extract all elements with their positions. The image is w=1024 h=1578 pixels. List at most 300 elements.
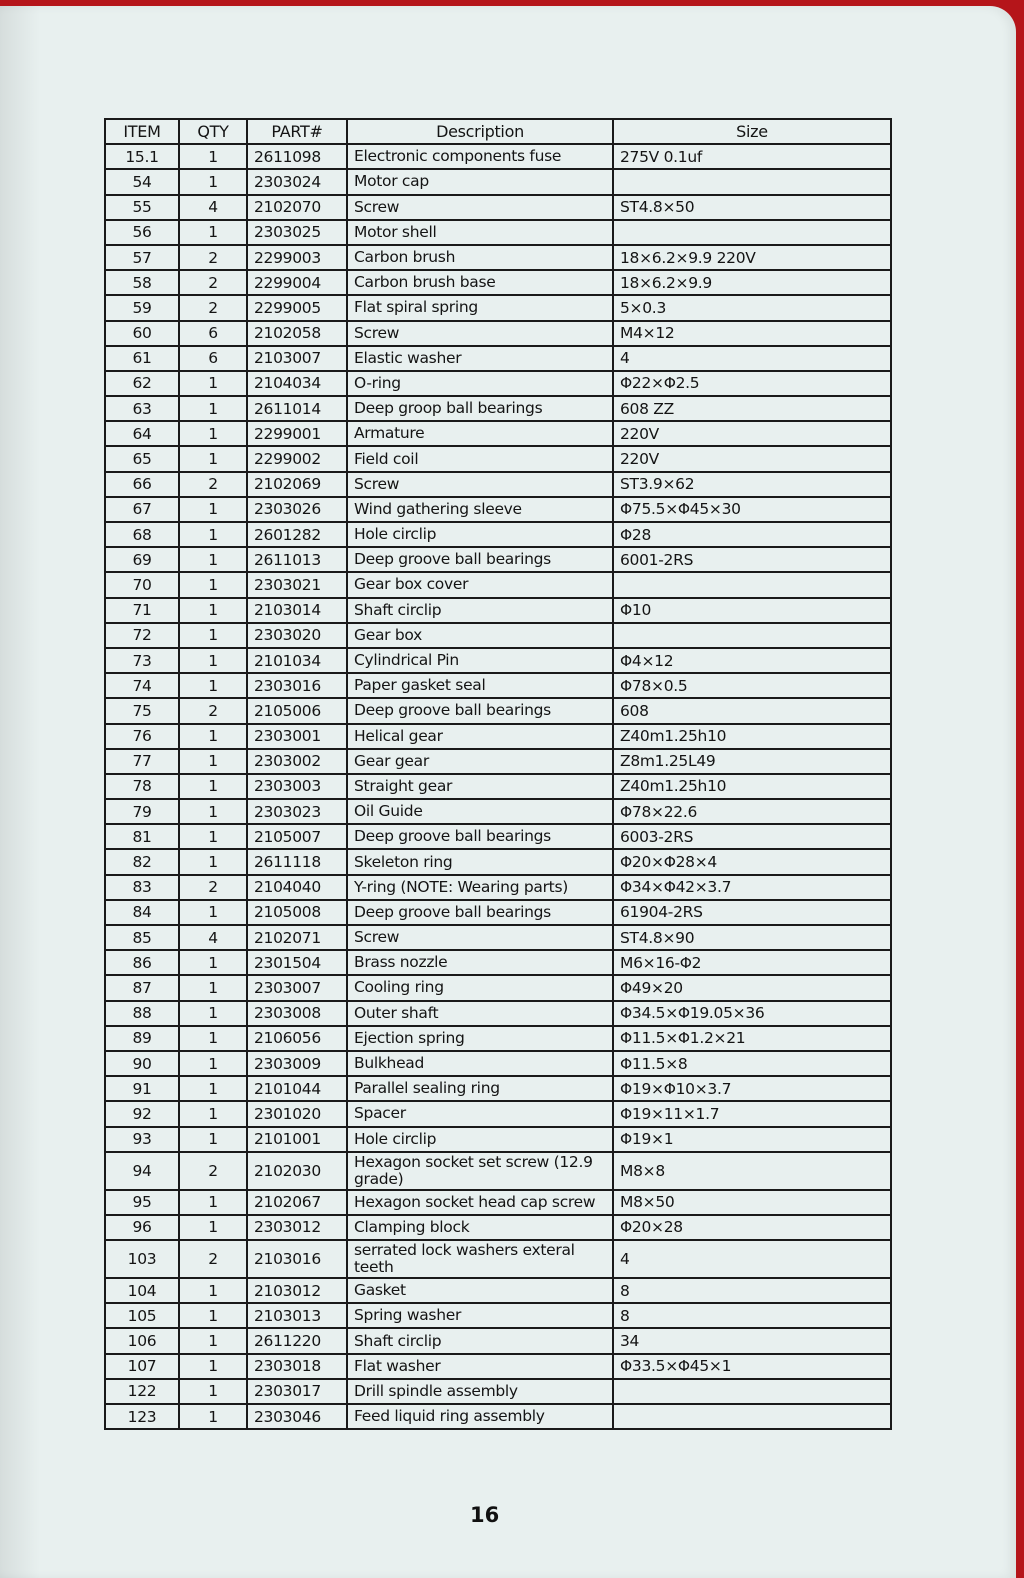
- table-row: [105, 195, 891, 220]
- item-cell: 59: [105, 295, 179, 320]
- description-cell: Screw: [347, 195, 613, 220]
- part-number-cell: 2299002: [247, 446, 347, 471]
- description-cell: Wind gathering sleeve: [347, 497, 613, 522]
- table-row: [105, 975, 891, 1000]
- part-number-cell: 2611098: [247, 144, 347, 169]
- description-cell: Spring washer: [347, 1303, 613, 1328]
- header-item: ITEM: [105, 119, 179, 144]
- qty-cell: 1: [179, 824, 247, 849]
- size-cell: Φ78×0.5: [613, 673, 891, 698]
- description-cell: Hexagon socket set screw (12.9 grade): [347, 1152, 613, 1190]
- qty-cell: 1: [179, 371, 247, 396]
- table-row: [105, 724, 891, 749]
- table-row: [105, 950, 891, 975]
- description-cell: Screw: [347, 472, 613, 497]
- description-cell: Motor cap: [347, 169, 613, 194]
- item-cell: 75: [105, 698, 179, 723]
- part-number-cell: 2611014: [247, 396, 347, 421]
- table-row: [105, 1152, 891, 1190]
- item-cell: 65: [105, 446, 179, 471]
- table-row: [105, 875, 891, 900]
- size-cell: Φ34.5×Φ19.05×36: [613, 1001, 891, 1026]
- description-cell: Deep groove ball bearings: [347, 547, 613, 572]
- part-number-cell: 2611118: [247, 849, 347, 874]
- description-cell: Deep groove ball bearings: [347, 900, 613, 925]
- size-cell: 220V: [613, 421, 891, 446]
- item-cell: 63: [105, 396, 179, 421]
- size-cell: Φ19×1: [613, 1127, 891, 1152]
- part-number-cell: 2103012: [247, 1278, 347, 1303]
- description-cell: Screw: [347, 925, 613, 950]
- size-cell: Φ11.5×8: [613, 1051, 891, 1076]
- item-cell: 95: [105, 1190, 179, 1215]
- description-cell: Skeleton ring: [347, 849, 613, 874]
- part-number-cell: 2102067: [247, 1190, 347, 1215]
- description-cell: Parallel sealing ring: [347, 1076, 613, 1101]
- size-cell: [613, 169, 891, 194]
- part-number-cell: 2611013: [247, 547, 347, 572]
- part-number-cell: 2303021: [247, 572, 347, 597]
- table-row: [105, 623, 891, 648]
- item-cell: 74: [105, 673, 179, 698]
- item-cell: 96: [105, 1215, 179, 1240]
- part-number-cell: 2104040: [247, 875, 347, 900]
- qty-cell: 1: [179, 950, 247, 975]
- part-number-cell: 2299001: [247, 421, 347, 446]
- description-cell: Flat spiral spring: [347, 295, 613, 320]
- table-row: [105, 245, 891, 270]
- qty-cell: 1: [179, 1379, 247, 1404]
- qty-cell: 1: [179, 1354, 247, 1379]
- part-number-cell: 2102070: [247, 195, 347, 220]
- part-number-cell: 2301020: [247, 1101, 347, 1126]
- description-cell: Brass nozzle: [347, 950, 613, 975]
- part-number-cell: 2601282: [247, 522, 347, 547]
- part-number-cell: 2303009: [247, 1051, 347, 1076]
- item-cell: 55: [105, 195, 179, 220]
- table-row: [105, 698, 891, 723]
- qty-cell: 1: [179, 1278, 247, 1303]
- size-cell: Φ28: [613, 522, 891, 547]
- part-number-cell: 2303025: [247, 220, 347, 245]
- item-cell: 87: [105, 975, 179, 1000]
- part-number-cell: 2303008: [247, 1001, 347, 1026]
- size-cell: M8×50: [613, 1190, 891, 1215]
- manual-page: [0, 6, 1016, 1578]
- description-cell: Flat washer: [347, 1354, 613, 1379]
- size-cell: 34: [613, 1328, 891, 1353]
- table-row: [105, 547, 891, 572]
- description-cell: O-ring: [347, 371, 613, 396]
- qty-cell: 1: [179, 1076, 247, 1101]
- size-cell: Φ20×Φ28×4: [613, 849, 891, 874]
- item-cell: 90: [105, 1051, 179, 1076]
- table-row: [105, 673, 891, 698]
- part-number-cell: 2101044: [247, 1076, 347, 1101]
- size-cell: [613, 220, 891, 245]
- part-number-cell: 2303007: [247, 975, 347, 1000]
- item-cell: 70: [105, 572, 179, 597]
- description-cell: Gear box: [347, 623, 613, 648]
- size-cell: Φ19×Φ10×3.7: [613, 1076, 891, 1101]
- part-number-cell: 2303002: [247, 749, 347, 774]
- table-row: [105, 849, 891, 874]
- table-row: [105, 1278, 891, 1303]
- part-number-cell: 2106056: [247, 1026, 347, 1051]
- size-cell: 6003-2RS: [613, 824, 891, 849]
- item-cell: 84: [105, 900, 179, 925]
- item-cell: 60: [105, 321, 179, 346]
- table-row: [105, 169, 891, 194]
- table-row: [105, 472, 891, 497]
- table-row: [105, 1404, 891, 1429]
- description-cell: Deep groove ball bearings: [347, 698, 613, 723]
- table-row: [105, 522, 891, 547]
- size-cell: 275V 0.1uf: [613, 144, 891, 169]
- qty-cell: 1: [179, 446, 247, 471]
- part-number-cell: 2301504: [247, 950, 347, 975]
- size-cell: 18×6.2×9.9 220V: [613, 245, 891, 270]
- description-cell: Hexagon socket head cap screw: [347, 1190, 613, 1215]
- qty-cell: 1: [179, 1001, 247, 1026]
- part-number-cell: 2303020: [247, 623, 347, 648]
- qty-cell: 1: [179, 220, 247, 245]
- qty-cell: 1: [179, 975, 247, 1000]
- size-cell: 220V: [613, 446, 891, 471]
- description-cell: Clamping block: [347, 1215, 613, 1240]
- part-number-cell: 2102071: [247, 925, 347, 950]
- table-row: [105, 900, 891, 925]
- description-cell: Outer shaft: [347, 1001, 613, 1026]
- size-cell: M6×16-Φ2: [613, 950, 891, 975]
- part-number-cell: 2303012: [247, 1215, 347, 1240]
- qty-cell: 1: [179, 169, 247, 194]
- item-cell: 79: [105, 799, 179, 824]
- size-cell: 608 ZZ: [613, 396, 891, 421]
- description-cell: Cylindrical Pin: [347, 648, 613, 673]
- part-number-cell: 2103013: [247, 1303, 347, 1328]
- description-cell: Y-ring (NOTE: Wearing parts): [347, 875, 613, 900]
- table-row: [105, 421, 891, 446]
- part-number-cell: 2105007: [247, 824, 347, 849]
- item-cell: 105: [105, 1303, 179, 1328]
- table-row: [105, 648, 891, 673]
- qty-cell: 1: [179, 572, 247, 597]
- size-cell: 61904-2RS: [613, 900, 891, 925]
- part-number-cell: 2103014: [247, 598, 347, 623]
- qty-cell: 1: [179, 396, 247, 421]
- header-qty: QTY: [179, 119, 247, 144]
- part-number-cell: 2303023: [247, 799, 347, 824]
- size-cell: 8: [613, 1278, 891, 1303]
- table-row: [105, 1001, 891, 1026]
- qty-cell: 1: [179, 547, 247, 572]
- qty-cell: 6: [179, 346, 247, 371]
- table-row: [105, 749, 891, 774]
- description-cell: Drill spindle assembly: [347, 1379, 613, 1404]
- qty-cell: 1: [179, 144, 247, 169]
- description-cell: Gear box cover: [347, 572, 613, 597]
- description-cell: Gasket: [347, 1278, 613, 1303]
- size-cell: 4: [613, 1240, 891, 1278]
- qty-cell: 1: [179, 1051, 247, 1076]
- part-number-cell: 2303046: [247, 1404, 347, 1429]
- table-row: [105, 220, 891, 245]
- size-cell: [613, 1404, 891, 1429]
- qty-cell: 2: [179, 875, 247, 900]
- qty-cell: 1: [179, 1215, 247, 1240]
- item-cell: 81: [105, 824, 179, 849]
- qty-cell: 1: [179, 648, 247, 673]
- description-cell: Hole circlip: [347, 522, 613, 547]
- table-row: [105, 497, 891, 522]
- part-number-cell: 2104034: [247, 371, 347, 396]
- qty-cell: 1: [179, 522, 247, 547]
- table-row: [105, 1190, 891, 1215]
- description-cell: Gear gear: [347, 749, 613, 774]
- qty-cell: 1: [179, 623, 247, 648]
- table-row: [105, 1076, 891, 1101]
- part-number-cell: 2102058: [247, 321, 347, 346]
- item-cell: 86: [105, 950, 179, 975]
- size-cell: 18×6.2×9.9: [613, 270, 891, 295]
- item-cell: 78: [105, 774, 179, 799]
- item-cell: 106: [105, 1328, 179, 1353]
- description-cell: Cooling ring: [347, 975, 613, 1000]
- qty-cell: 1: [179, 1328, 247, 1353]
- part-number-cell: 2611220: [247, 1328, 347, 1353]
- part-number-cell: 2303026: [247, 497, 347, 522]
- item-cell: 58: [105, 270, 179, 295]
- size-cell: Φ78×22.6: [613, 799, 891, 824]
- size-cell: [613, 1379, 891, 1404]
- part-number-cell: 2303016: [247, 673, 347, 698]
- size-cell: Φ4×12: [613, 648, 891, 673]
- table-row: [105, 1127, 891, 1152]
- qty-cell: 1: [179, 598, 247, 623]
- description-cell: Shaft circlip: [347, 1328, 613, 1353]
- table-row: [105, 598, 891, 623]
- description-cell: Carbon brush: [347, 245, 613, 270]
- item-cell: 89: [105, 1026, 179, 1051]
- size-cell: Φ20×28: [613, 1215, 891, 1240]
- qty-cell: 1: [179, 774, 247, 799]
- item-cell: 69: [105, 547, 179, 572]
- part-number-cell: 2299003: [247, 245, 347, 270]
- qty-cell: 1: [179, 673, 247, 698]
- size-cell: ST3.9×62: [613, 472, 891, 497]
- item-cell: 61: [105, 346, 179, 371]
- description-cell: Shaft circlip: [347, 598, 613, 623]
- table-row: [105, 1303, 891, 1328]
- item-cell: 107: [105, 1354, 179, 1379]
- qty-cell: 2: [179, 1240, 247, 1278]
- qty-cell: 4: [179, 195, 247, 220]
- size-cell: Z40m1.25h10: [613, 724, 891, 749]
- qty-cell: 1: [179, 799, 247, 824]
- table-row: [105, 1354, 891, 1379]
- table-row: [105, 1379, 891, 1404]
- item-cell: 68: [105, 522, 179, 547]
- description-cell: Deep groop ball bearings: [347, 396, 613, 421]
- part-number-cell: 2101001: [247, 1127, 347, 1152]
- table-row: [105, 1101, 891, 1126]
- qty-cell: 1: [179, 1101, 247, 1126]
- part-number-cell: 2103016: [247, 1240, 347, 1278]
- qty-cell: 1: [179, 421, 247, 446]
- size-cell: Φ34×Φ42×3.7: [613, 875, 891, 900]
- table-row: [105, 371, 891, 396]
- item-cell: 56: [105, 220, 179, 245]
- description-cell: Field coil: [347, 446, 613, 471]
- qty-cell: 1: [179, 1026, 247, 1051]
- size-cell: 6001-2RS: [613, 547, 891, 572]
- table-row: [105, 1240, 891, 1278]
- header-size: Size: [613, 119, 891, 144]
- table-row: [105, 824, 891, 849]
- part-number-cell: 2105008: [247, 900, 347, 925]
- part-number-cell: 2102030: [247, 1152, 347, 1190]
- size-cell: Φ22×Φ2.5: [613, 371, 891, 396]
- size-cell: Φ49×20: [613, 975, 891, 1000]
- qty-cell: 2: [179, 245, 247, 270]
- size-cell: Φ11.5×Φ1.2×21: [613, 1026, 891, 1051]
- part-number-cell: 2105006: [247, 698, 347, 723]
- table-row: [105, 1328, 891, 1353]
- qty-cell: 2: [179, 472, 247, 497]
- description-cell: Straight gear: [347, 774, 613, 799]
- part-number-cell: 2303001: [247, 724, 347, 749]
- item-cell: 76: [105, 724, 179, 749]
- part-number-cell: 2303018: [247, 1354, 347, 1379]
- item-cell: 83: [105, 875, 179, 900]
- part-number-cell: 2303024: [247, 169, 347, 194]
- item-cell: 62: [105, 371, 179, 396]
- description-cell: Helical gear: [347, 724, 613, 749]
- size-cell: M4×12: [613, 321, 891, 346]
- item-cell: 103: [105, 1240, 179, 1278]
- parts-list-table: [104, 118, 892, 1430]
- size-cell: 608: [613, 698, 891, 723]
- qty-cell: 1: [179, 1127, 247, 1152]
- part-number-cell: 2101034: [247, 648, 347, 673]
- item-cell: 72: [105, 623, 179, 648]
- size-cell: 4: [613, 346, 891, 371]
- description-cell: Carbon brush base: [347, 270, 613, 295]
- item-cell: 15.1: [105, 144, 179, 169]
- description-cell: Bulkhead: [347, 1051, 613, 1076]
- qty-cell: 2: [179, 295, 247, 320]
- page-number: 16: [470, 1503, 500, 1527]
- item-cell: 91: [105, 1076, 179, 1101]
- description-cell: Oil Guide: [347, 799, 613, 824]
- header-part-number: PART#: [247, 119, 347, 144]
- size-cell: Φ19×11×1.7: [613, 1101, 891, 1126]
- part-number-cell: 2303017: [247, 1379, 347, 1404]
- item-cell: 92: [105, 1101, 179, 1126]
- qty-cell: 1: [179, 1190, 247, 1215]
- table-row: [105, 1051, 891, 1076]
- description-cell: Motor shell: [347, 220, 613, 245]
- qty-cell: 2: [179, 698, 247, 723]
- item-cell: 82: [105, 849, 179, 874]
- part-number-cell: 2303003: [247, 774, 347, 799]
- description-cell: Hole circlip: [347, 1127, 613, 1152]
- table-row: [105, 270, 891, 295]
- size-cell: Φ75.5×Φ45×30: [613, 497, 891, 522]
- size-cell: M8×8: [613, 1152, 891, 1190]
- size-cell: [613, 572, 891, 597]
- qty-cell: 6: [179, 321, 247, 346]
- size-cell: Φ33.5×Φ45×1: [613, 1354, 891, 1379]
- table-row: [105, 295, 891, 320]
- item-cell: 93: [105, 1127, 179, 1152]
- item-cell: 104: [105, 1278, 179, 1303]
- parts-table-body: [105, 144, 891, 1429]
- item-cell: 122: [105, 1379, 179, 1404]
- item-cell: 85: [105, 925, 179, 950]
- description-cell: serrated lock washers exteral teeth: [347, 1240, 613, 1278]
- table-header-row: [105, 119, 891, 144]
- item-cell: 88: [105, 1001, 179, 1026]
- size-cell: ST4.8×90: [613, 925, 891, 950]
- part-number-cell: 2299005: [247, 295, 347, 320]
- qty-cell: 4: [179, 925, 247, 950]
- table-row: [105, 1215, 891, 1240]
- item-cell: 123: [105, 1404, 179, 1429]
- part-number-cell: 2299004: [247, 270, 347, 295]
- table-row: [105, 1026, 891, 1051]
- part-number-cell: 2103007: [247, 346, 347, 371]
- size-cell: [613, 623, 891, 648]
- size-cell: 8: [613, 1303, 891, 1328]
- description-cell: Armature: [347, 421, 613, 446]
- item-cell: 57: [105, 245, 179, 270]
- description-cell: Deep groove ball bearings: [347, 824, 613, 849]
- item-cell: 71: [105, 598, 179, 623]
- qty-cell: 1: [179, 497, 247, 522]
- table-row: [105, 774, 891, 799]
- qty-cell: 1: [179, 849, 247, 874]
- size-cell: ST4.8×50: [613, 195, 891, 220]
- item-cell: 73: [105, 648, 179, 673]
- qty-cell: 1: [179, 1404, 247, 1429]
- size-cell: Z8m1.25L49: [613, 749, 891, 774]
- description-cell: Ejection spring: [347, 1026, 613, 1051]
- table-row: [105, 321, 891, 346]
- qty-cell: 1: [179, 724, 247, 749]
- qty-cell: 2: [179, 270, 247, 295]
- part-number-cell: 2102069: [247, 472, 347, 497]
- size-cell: Φ10: [613, 598, 891, 623]
- qty-cell: 2: [179, 1152, 247, 1190]
- description-cell: Feed liquid ring assembly: [347, 1404, 613, 1429]
- qty-cell: 1: [179, 749, 247, 774]
- item-cell: 94: [105, 1152, 179, 1190]
- description-cell: Electronic components fuse: [347, 144, 613, 169]
- table-row: [105, 396, 891, 421]
- table-row: [105, 144, 891, 169]
- table-row: [105, 572, 891, 597]
- page-shadow: [0, 6, 40, 1578]
- qty-cell: 1: [179, 900, 247, 925]
- item-cell: 64: [105, 421, 179, 446]
- item-cell: 77: [105, 749, 179, 774]
- header-description: Description: [347, 119, 613, 144]
- size-cell: 5×0.3: [613, 295, 891, 320]
- item-cell: 54: [105, 169, 179, 194]
- item-cell: 66: [105, 472, 179, 497]
